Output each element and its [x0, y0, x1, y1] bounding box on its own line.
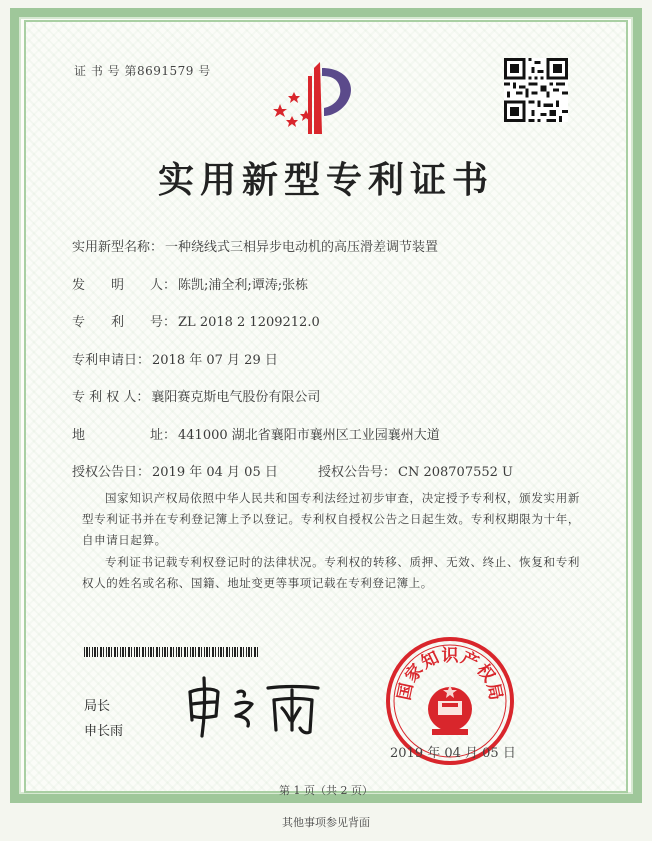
patentee-row — [72, 386, 320, 405]
svg-text:家: 家 — [401, 660, 428, 687]
patent-number-value: ZL 2018 2 1209212.0 — [178, 315, 320, 330]
grant-date-row — [72, 461, 278, 480]
barcode-icon — [84, 647, 258, 657]
director-title: 局长 — [84, 699, 111, 714]
grant-number-label: 授权公告号： — [318, 465, 397, 480]
patent-number-label: 专 利 号： — [72, 315, 177, 330]
grant-number-value: CN 208707552 U — [398, 465, 513, 480]
svg-text:权: 权 — [472, 660, 499, 687]
address-row — [72, 424, 440, 443]
svg-text:知: 知 — [418, 647, 443, 674]
director-signature-icon — [178, 670, 328, 740]
filing-date-row — [72, 349, 278, 368]
grant-number-row — [318, 461, 513, 480]
filing-date-value: 2018 年 07 月 29 日 — [152, 353, 278, 368]
seal-date: 2019 年 04 月 05 日 — [390, 746, 516, 761]
utility-name-row — [72, 236, 438, 255]
inventor-value: 陈凯;浦全利;谭涛;张栋 — [178, 278, 309, 293]
cnipa-logo-icon — [268, 58, 368, 138]
patentee-value: 襄阳赛克斯电气股份有限公司 — [151, 390, 321, 405]
grant-date-label: 授权公告日： — [72, 465, 151, 480]
notice-paragraph-2: 专利证书记载专利权登记时的法律状况。专利权的转移、质押、无效、终止、恢复和专利权人的姓名或名称、国籍、地址变更等事项记载在专利登记簿上。 — [82, 555, 580, 590]
inventor-row — [72, 274, 308, 293]
svg-text:国: 国 — [394, 681, 418, 703]
grant-date-value: 2019 年 04 月 05 日 — [152, 465, 278, 480]
patentee-label: 专 利 权 人： — [72, 390, 150, 405]
page-number: 第 1 页（共 2 页） — [279, 784, 373, 797]
utility-name-label: 实用新型名称： — [72, 240, 164, 255]
address-value: 441000 湖北省襄阳市襄州区工业园襄州大道 — [178, 428, 440, 443]
address-label: 地 址： — [72, 428, 177, 443]
qr-code-icon — [504, 58, 568, 122]
svg-text:识: 识 — [441, 646, 459, 666]
svg-text:产: 产 — [457, 647, 482, 674]
svg-text:局: 局 — [482, 681, 506, 703]
footer-note: 其他事项参见背面 — [282, 816, 370, 829]
certificate-title: 实用新型专利证书 — [157, 160, 494, 201]
certificate-number: 证 书 号 第8691579 号 — [74, 64, 211, 78]
director-name: 申长雨 — [84, 724, 124, 739]
notice-paragraph-1: 国家知识产权局依照中华人民共和国专利法经过初步审查，决定授予专利权，颁发实用新型专利证书并在专利登记簿上予以登记。专利权自授权公告之日起生效。专利权期限为十年，自申请日起算。 — [82, 491, 580, 547]
inventor-label: 发 明 人： — [72, 278, 177, 293]
filing-date-label: 专利申请日： — [72, 353, 151, 368]
patent-number-row — [72, 311, 320, 330]
utility-name-value: 一种绕线式三相异步电动机的高压滑差调节装置 — [165, 240, 439, 255]
